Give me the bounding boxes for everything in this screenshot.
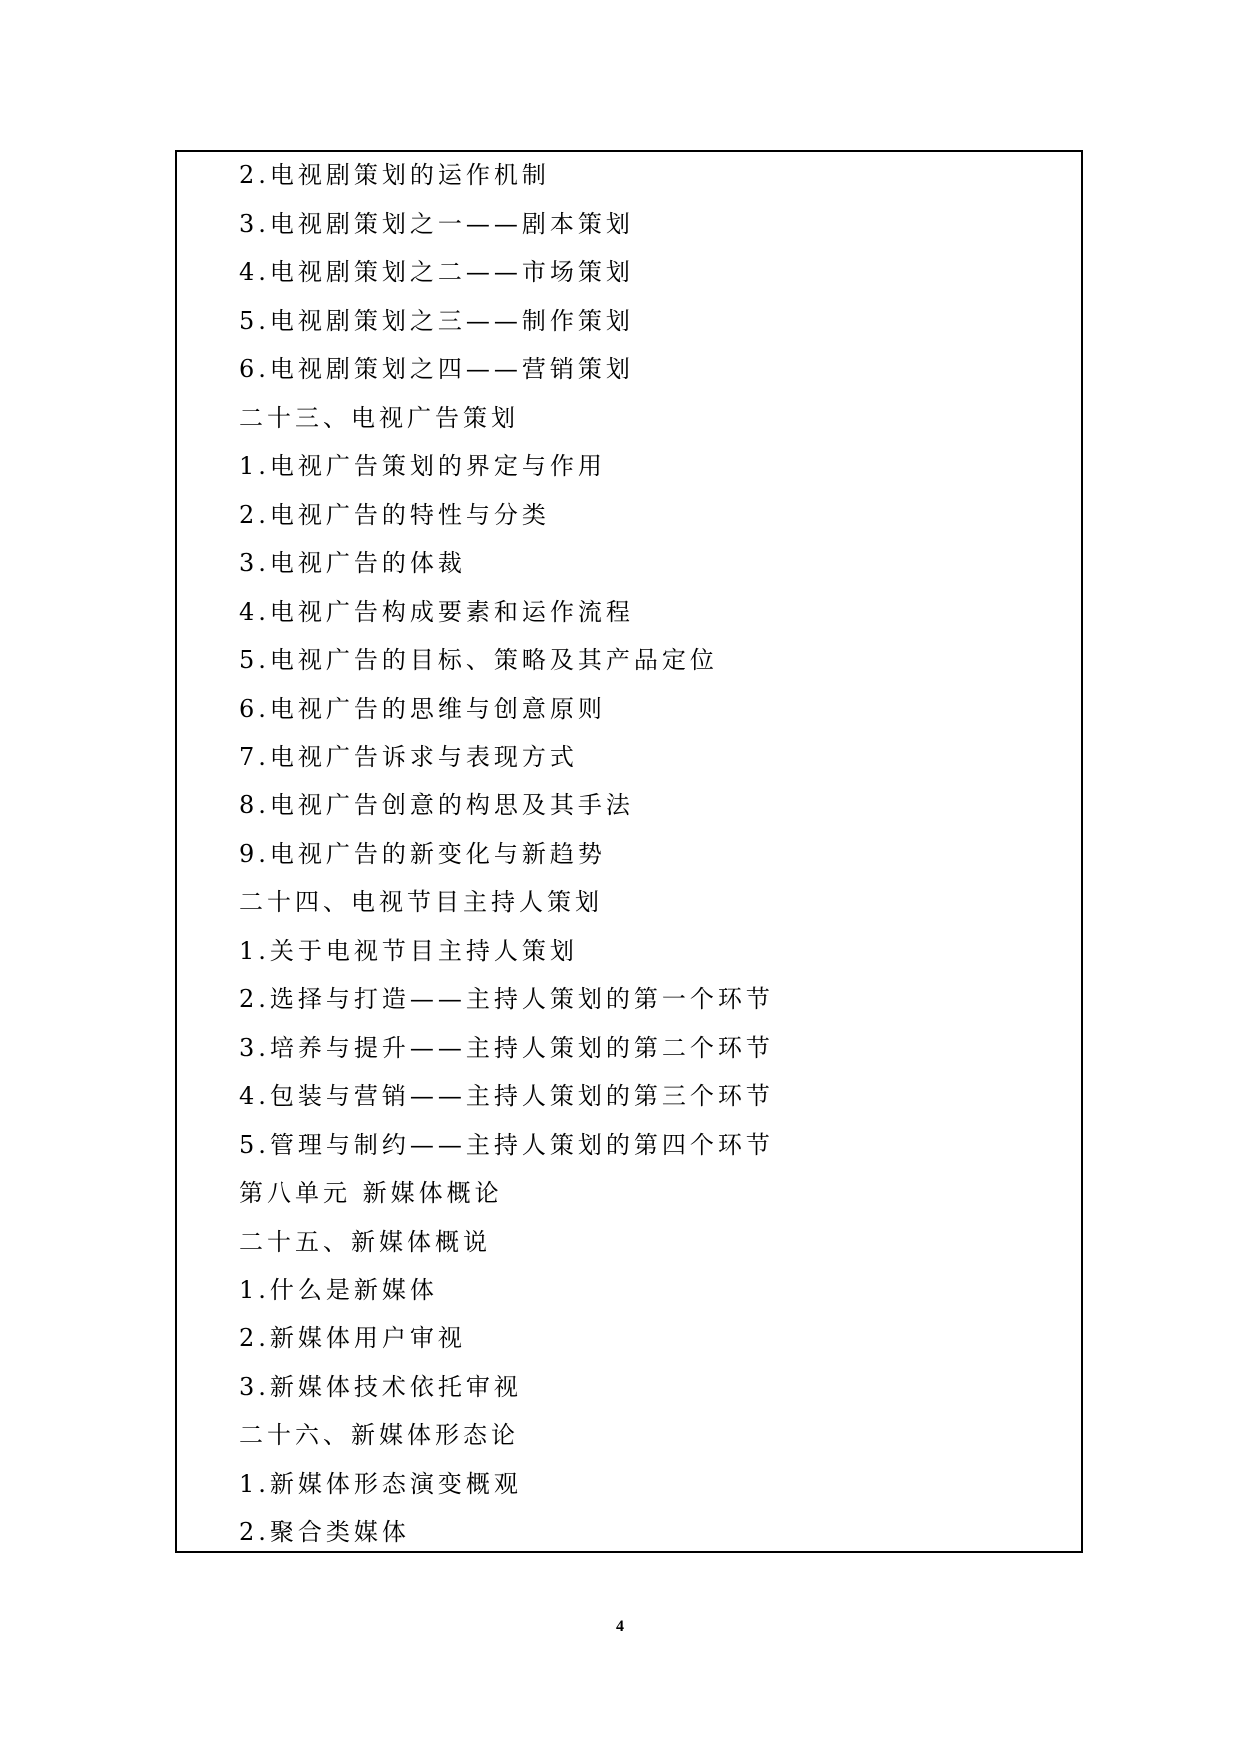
section-heading: 二十三、电视广告策划 [239, 404, 519, 432]
outline-line: 3.培养与提升——主持人策划的第二个环节 [239, 1034, 774, 1062]
outline-line: 5.电视剧策划之三——制作策划 [239, 307, 634, 335]
outline-line: 7.电视广告诉求与表现方式 [239, 743, 578, 771]
page-number: 4 [616, 1618, 624, 1635]
outline-line: 4.电视剧策划之二——市场策划 [239, 258, 634, 286]
section-heading: 二十五、新媒体概说 [239, 1228, 491, 1256]
outline-line: 2.电视剧策划的运作机制 [239, 161, 550, 189]
outline-line: 5.管理与制约——主持人策划的第四个环节 [239, 1131, 774, 1159]
outline-line: 3.电视剧策划之一——剧本策划 [239, 210, 634, 238]
section-heading: 二十四、电视节目主持人策划 [239, 888, 603, 916]
outline-line: 1.关于电视节目主持人策划 [239, 937, 578, 965]
outline-line: 2.电视广告的特性与分类 [239, 501, 550, 529]
outline-line: 1.什么是新媒体 [239, 1276, 438, 1304]
unit-heading: 第八单元 新媒体概论 [239, 1179, 503, 1207]
section-heading: 二十六、新媒体形态论 [239, 1421, 519, 1449]
outline-line: 3.电视广告的体裁 [239, 549, 466, 577]
outline-line: 1.新媒体形态演变概观 [239, 1470, 522, 1498]
outline-line: 4.包装与营销——主持人策划的第三个环节 [239, 1082, 774, 1110]
outline-line: 9.电视广告的新变化与新趋势 [239, 840, 606, 868]
outline-line: 2.选择与打造——主持人策划的第一个环节 [239, 985, 774, 1013]
outline-line: 1.电视广告策划的界定与作用 [239, 452, 606, 480]
outline-line: 6.电视广告的思维与创意原则 [239, 695, 606, 723]
outline-line: 2.新媒体用户审视 [239, 1324, 466, 1352]
content-frame [175, 150, 1083, 1553]
outline-line: 4.电视广告构成要素和运作流程 [239, 598, 634, 626]
outline-line: 2.聚合类媒体 [239, 1518, 410, 1546]
outline-line: 5.电视广告的目标、策略及其产品定位 [239, 646, 718, 674]
outline-line: 3.新媒体技术依托审视 [239, 1373, 522, 1401]
outline-line: 8.电视广告创意的构思及其手法 [239, 791, 634, 819]
outline-line: 6.电视剧策划之四——营销策划 [239, 355, 634, 383]
